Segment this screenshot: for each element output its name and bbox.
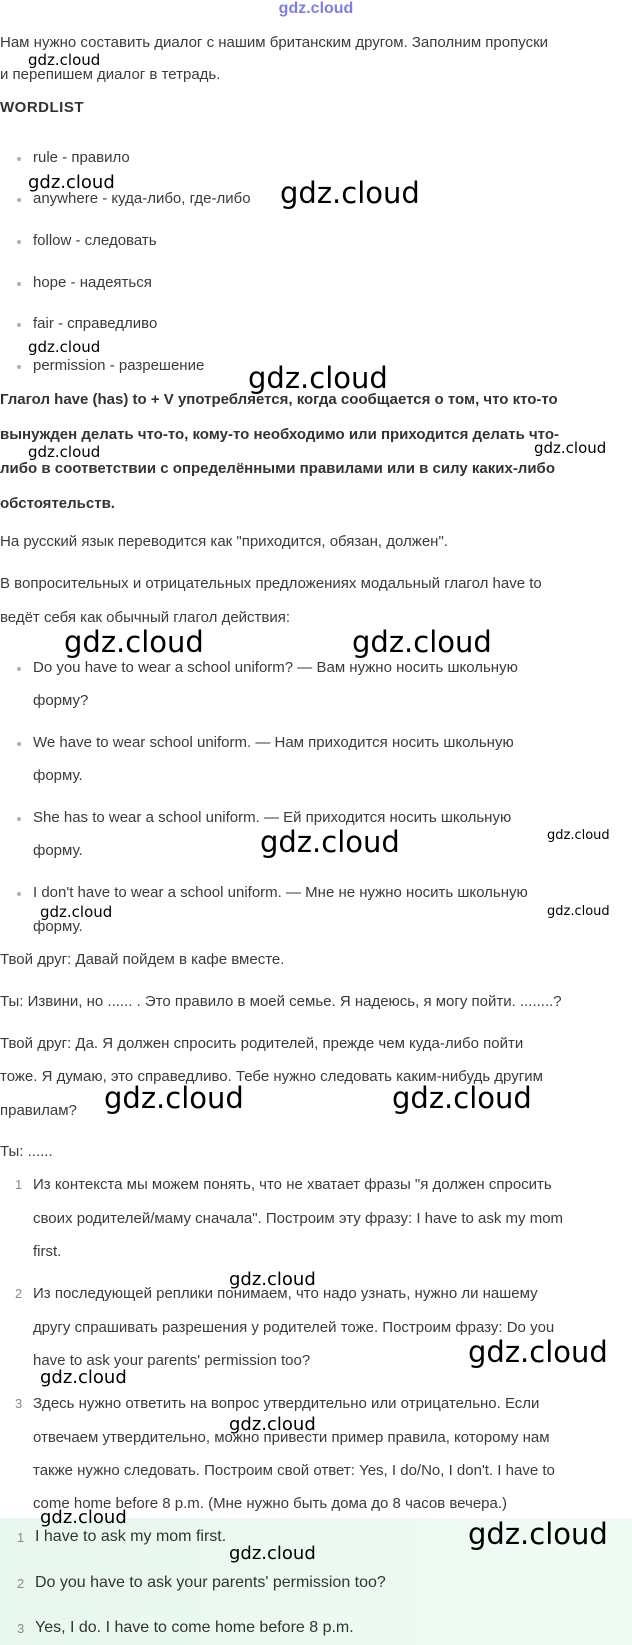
watermark: gdz.cloud [547, 828, 610, 843]
question-note-line-2: ведёт себя как обычный глагол действия: [0, 609, 291, 626]
explanation-line: come home before 8 p.m. (Мне нужно быть дома до 8 часов вечера.) [33, 1495, 508, 1512]
explanation-line: Из последующей реплики понимаем, что надо узнать, нужно ли нашему [33, 1285, 538, 1302]
wordlist-item: permission - разрешение [33, 357, 205, 374]
grammar-rule-line-3: либо в соответствии с определёнными правилами или в силу каких-либо [0, 460, 555, 477]
grammar-rule-line-1: Глагол have (has) to + V употребляется, когда сообщается о том, что кто-то [0, 391, 558, 408]
example-item-cont: форму. [33, 842, 83, 859]
dialogue-line: Ты: Извини, но ...... . Это правило в моей семье. Я надеюсь, я могу пойти. ........? [0, 993, 562, 1010]
dialogue-line: Твой друг: Давай пойдем в кафе вместе. [0, 951, 285, 968]
explanation-line: другу спрашивать разрешения у родителей тоже. Построим фразу: Do you [33, 1319, 555, 1336]
explanation-line: Из контекста мы можем понять, что не хватает фразы "я должен спросить [33, 1176, 552, 1193]
answer-text: I have to ask my mom first. [35, 1528, 227, 1545]
watermark: gdz.cloud [28, 51, 101, 69]
wordlist-item: rule - правило [33, 149, 130, 166]
explanation-number: 2 [15, 1286, 23, 1301]
example-item: We have to wear school uniform. — Нам приходится носить школьную [33, 734, 514, 751]
watermark: gdz.cloud [392, 1081, 532, 1115]
answer-text: Do you have to ask your parents' permission too? [35, 1574, 386, 1591]
dialogue-line: Твой друг: Да. Я должен спросить родителей, прежде чем куда-либо пойти [0, 1035, 524, 1052]
question-note-line-1: В вопросительных и отрицательных предложениях модальный глагол have to [0, 575, 542, 592]
watermark: gdz.cloud [260, 825, 400, 859]
intro-line-2: и перепишем диалог в тетрадь. [0, 66, 221, 83]
site-logo[interactable]: gdz.cloud [278, 0, 354, 17]
example-item-cont: форму. [33, 918, 83, 935]
explanation-line: Здесь нужно ответить на вопрос утвердительно или отрицательно. Если [33, 1395, 540, 1412]
answer-number: 1 [17, 1530, 25, 1545]
watermark: gdz.cloud [229, 1269, 316, 1290]
watermark: gdz.cloud [468, 1335, 608, 1369]
example-item: Do you have to wear a school uniform? — Вам нужно носить школьную [33, 659, 518, 676]
watermark: gdz.cloud [28, 338, 101, 356]
answer-number: 3 [17, 1621, 25, 1636]
watermark: gdz.cloud [28, 172, 115, 193]
translation-note: На русский язык переводится как "приходится, обязан, должен". [0, 533, 448, 550]
watermark: gdz.cloud [280, 176, 420, 210]
watermark: gdz.cloud [229, 1414, 316, 1435]
intro-line-1: Нам нужно составить диалог с нашим британским другом. Заполним пропуски [0, 34, 549, 51]
dialogue-line: Ты: ...... [0, 1143, 53, 1160]
watermark: gdz.cloud [352, 625, 492, 659]
dialogue-line: тоже. Я думаю, это справедливо. Тебе нужно следовать каким-нибудь другим [0, 1068, 543, 1085]
watermark: gdz.cloud [64, 625, 204, 659]
answer-text: Yes, I do. I have to come home before 8 p.m. [35, 1619, 354, 1636]
wordlist-item: anywhere - куда-либо, где-либо [33, 190, 251, 207]
watermark: gdz.cloud [468, 1517, 608, 1551]
example-item: I don't have to wear a school uniform. — Мне не нужно носить школьную [33, 884, 528, 901]
grammar-rule-line-2: вынужден делать что-то, кому-то необходимо или приходится делать что- [0, 426, 559, 443]
watermark: gdz.cloud [40, 903, 113, 921]
wordlist-item: follow - следовать [33, 232, 157, 249]
explanation-line: have to ask your parents' permission too? [33, 1352, 311, 1369]
answer-number: 2 [17, 1576, 25, 1591]
watermark: gdz.cloud [248, 361, 388, 395]
example-item-cont: форму. [33, 767, 83, 784]
watermark: gdz.cloud [534, 439, 607, 457]
explanation-line: также нужно следовать. Построим свой ответ: Yes, I do/No, I don't. I have to [33, 1462, 555, 1479]
watermark: gdz.cloud [40, 1507, 127, 1528]
watermark: gdz.cloud [229, 1543, 316, 1564]
explanation-line: отвечаем утвердительно, можно привести пример правила, которому нам [33, 1429, 550, 1446]
watermark: gdz.cloud [28, 443, 101, 461]
explanation-number: 1 [15, 1177, 23, 1192]
wordlist-title: WORDLIST [0, 99, 84, 116]
dialogue-line: правилам? [0, 1102, 77, 1119]
example-item: She has to wear a school uniform. — Ей приходится носить школьную [33, 809, 512, 826]
explanation-number: 3 [15, 1396, 23, 1411]
wordlist-item: fair - справедливо [33, 315, 158, 332]
watermark: gdz.cloud [104, 1081, 244, 1115]
watermark: gdz.cloud [547, 904, 610, 919]
example-item-cont: форму? [33, 692, 89, 709]
watermark: gdz.cloud [40, 1367, 127, 1388]
grammar-rule-line-4: обстоятельств. [0, 495, 115, 512]
wordlist-item: hope - надеяться [33, 274, 152, 291]
explanation-line: своих родителей/маму сначала". Построим эту фразу: I have to ask my mom [33, 1210, 564, 1227]
explanation-line: first. [33, 1243, 62, 1260]
